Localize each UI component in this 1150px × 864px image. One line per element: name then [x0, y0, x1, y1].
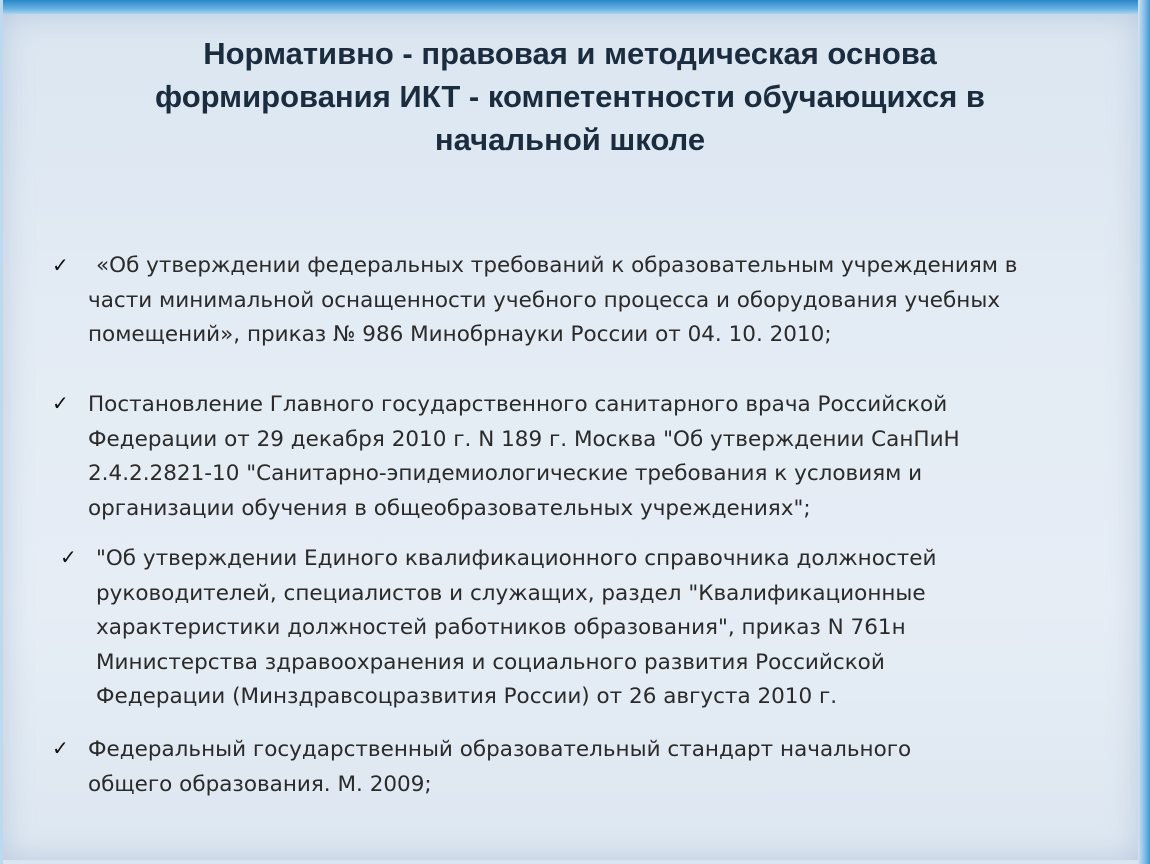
list-item-line: характеристики должностей работников образования", приказ N 761н: [96, 615, 906, 640]
checkmark-icon: ✓: [60, 545, 77, 569]
list-item-line: 2.4.2.2821-10 "Санитарно-эпидемиологические требования к условиям и: [88, 461, 923, 486]
list-item: [96, 542, 936, 715]
list-item: [88, 733, 911, 802]
slide-title: [90, 32, 1050, 161]
list-item-line: общего образования. М. 2009;: [88, 771, 432, 797]
list-item-line: Федерации от 29 декабря 2010 г. N 189 г. Москва "Об утверждении СанПиН: [88, 426, 960, 452]
list-item-line: "Об утверждении Единого квалификационного справочника должностей: [96, 546, 937, 571]
title-line: формирования ИКТ - компетентности обучающихся в: [155, 79, 985, 114]
list-item-line: Федеральный государственный образовательный стандарт начального: [88, 737, 912, 762]
checkmark-icon: ✓: [52, 391, 69, 415]
list-item: [88, 249, 1017, 353]
title-line: начальной школе: [434, 122, 706, 157]
right-border-strip: [1138, 0, 1150, 864]
top-border-strip: [0, 0, 1150, 14]
list-item-line: руководителей, специалистов и служащих, раздел "Квалификационные: [96, 580, 926, 606]
list-item-line: помещений», приказ № 986 Минобрнауки России от 04. 10. 2010;: [88, 322, 832, 347]
list-item-line: части минимальной оснащенности учебного процесса и оборудования учебных: [88, 287, 1001, 313]
checkmark-icon: ✓: [52, 736, 69, 760]
list-item: [88, 388, 960, 526]
title-line: Нормативно - правовая и методическая основа: [203, 36, 937, 71]
list-item-line: Федерации (Минздравсоцразвития России) от 26 августа 2010 г.: [96, 684, 838, 709]
list-item-line: Министерства здравоохранения и социального развития Российской: [96, 649, 885, 675]
list-item-line: «Об утверждении федеральных требований к образовательным учреждениям в: [96, 253, 1018, 278]
list-item-line: организации обучения в общеобразовательных учреждениях";: [88, 495, 811, 521]
checkmark-icon: ✓: [52, 253, 69, 277]
list-item-line: Постановление Главного государственного санитарного врача Российской: [88, 392, 948, 417]
